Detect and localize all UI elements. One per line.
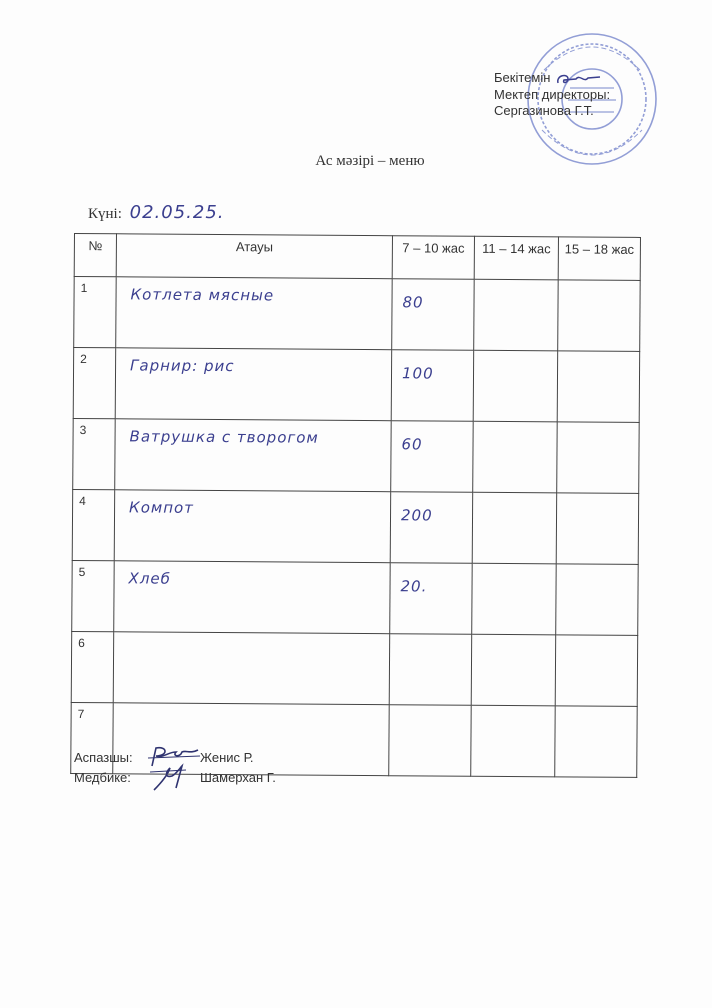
col-number-header: № (74, 234, 116, 277)
director-name: Сергазинова Г.Т. (494, 102, 594, 118)
portion-11-14 (472, 563, 556, 635)
nurse-name: Шамерхан Г. (200, 770, 276, 785)
portion-7-10: 100 (391, 350, 473, 422)
portion-15-18 (557, 422, 639, 494)
approval-block (494, 70, 610, 119)
nurse-signature (146, 762, 202, 792)
portion-15-18 (558, 280, 640, 352)
cook-name: Женис Р. (200, 750, 254, 765)
row-number: 2 (73, 348, 115, 419)
director-position: Мектеп директоры: (494, 86, 611, 102)
portion-15-18 (556, 493, 638, 565)
portion-11-14 (473, 421, 557, 493)
row-number: 3 (73, 418, 115, 489)
table-row (71, 631, 637, 706)
portion-7-10: 20. (390, 563, 472, 635)
date-value: 02.05.25. (129, 202, 225, 223)
row-number: 5 (72, 560, 114, 631)
portion-7-10: 200 (390, 492, 472, 564)
table-row (72, 560, 638, 635)
portion-11-14 (471, 705, 555, 777)
dish-name: Гарнир: рис (115, 348, 391, 421)
row-number: 6 (71, 631, 113, 702)
dish-name: Котлета мясные (116, 277, 392, 350)
col-age-11-14-header: 11 – 14 жас (474, 236, 558, 280)
portion-7-10: 60 (391, 421, 473, 493)
row-number: 4 (72, 489, 114, 560)
nurse-row (74, 768, 276, 788)
row-number: 7 (71, 702, 113, 773)
menu-table (70, 233, 640, 778)
portion-15-18 (557, 351, 639, 423)
cook-label: Аспазшы: (74, 750, 133, 765)
dish-name (113, 632, 389, 705)
cook-row (74, 748, 254, 768)
dish-name: Хлеб (114, 561, 390, 634)
date-label: Күні: (88, 206, 122, 222)
portion-7-10 (389, 634, 471, 706)
table-row (74, 277, 640, 352)
date-row (88, 202, 225, 223)
col-name-header: Атауы (116, 234, 392, 279)
nurse-label: Медбике: (74, 770, 131, 785)
table-row (73, 348, 639, 423)
portion-15-18 (555, 635, 637, 707)
table-header-row (74, 234, 640, 281)
row-number: 1 (74, 277, 116, 348)
director-signature (554, 71, 604, 87)
portion-11-14 (474, 279, 558, 351)
portion-11-14 (472, 492, 556, 564)
table-row (73, 418, 639, 493)
portion-11-14 (473, 350, 557, 422)
table-row (72, 489, 638, 564)
col-age-7-10-header: 7 – 10 жас (392, 236, 474, 280)
dish-name: Компот (114, 490, 390, 563)
approved-label: Бекітемін (494, 70, 551, 85)
staff-signatures (74, 748, 276, 788)
portion-7-10 (389, 705, 471, 777)
portion-15-18 (555, 706, 637, 778)
portion-15-18 (556, 564, 638, 636)
col-age-15-18-header: 15 – 18 жас (558, 237, 640, 281)
portion-11-14 (471, 634, 555, 706)
dish-name: Ватрушка с творогом (115, 419, 391, 492)
page-title: Ас мәзірі – меню (315, 153, 425, 169)
portion-7-10: 80 (392, 279, 474, 351)
